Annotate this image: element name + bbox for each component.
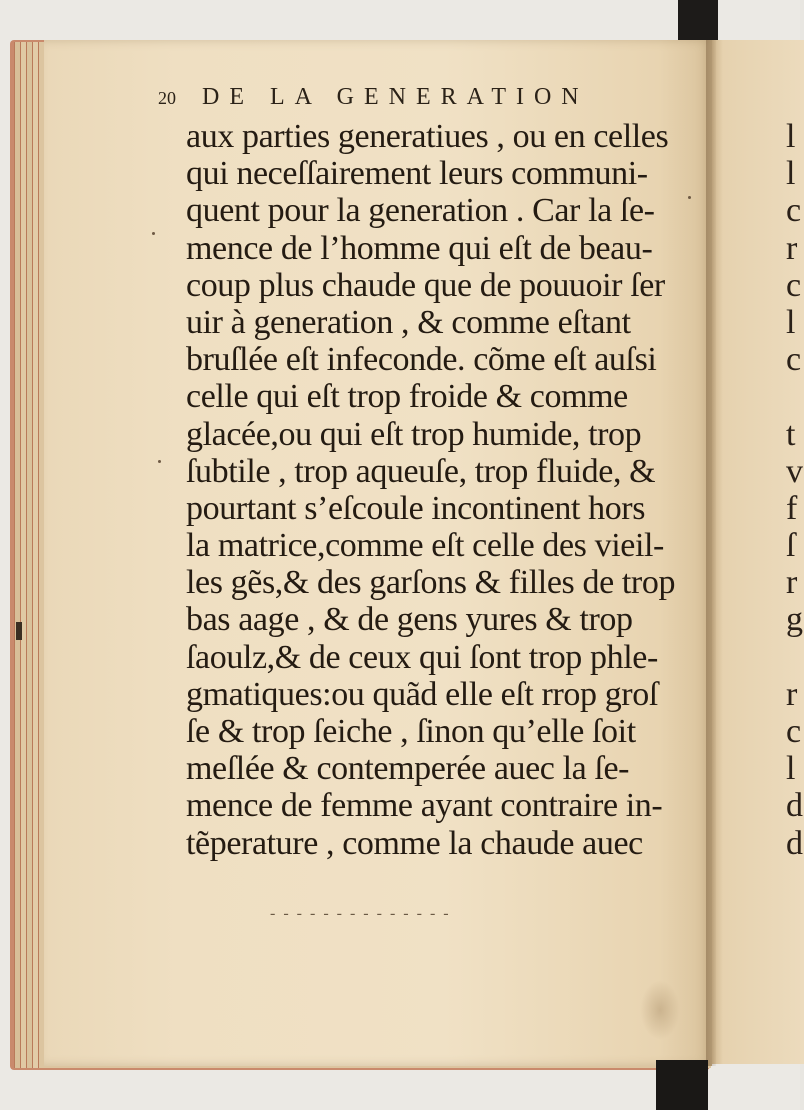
- facing-page-glyph: d: [786, 824, 803, 862]
- ink-speck: [158, 460, 161, 463]
- facing-page-glyph: ſ: [786, 527, 796, 565]
- text-line: uir à generation , & comme eſtant: [186, 303, 631, 341]
- facing-page-glyph: l: [786, 155, 796, 193]
- text-line: pourtant s’eſcoule incontinent hors: [186, 489, 646, 527]
- text-line: glacée,ou qui eſt trop humide, trop: [186, 415, 642, 453]
- ink-speck: [688, 196, 691, 199]
- facing-page-glyph: c: [786, 266, 802, 304]
- text-line: bruſlée eſt infeconde. cõme eſt auſsi: [186, 341, 657, 379]
- text-line: quent pour la generation . Car la ſe-: [186, 192, 655, 230]
- facing-page-glyph: d: [786, 787, 803, 825]
- folio-number: 20: [158, 88, 176, 108]
- spine-top: [678, 0, 718, 40]
- facing-page-glyph: c: [786, 192, 802, 230]
- gutter-shadow: [706, 40, 716, 1066]
- facing-page-glyph: r: [786, 564, 798, 602]
- running-head: [158, 84, 589, 111]
- facing-page-glyph: [786, 378, 803, 415]
- paper-stain: [640, 980, 680, 1040]
- body-text: [186, 118, 676, 862]
- facing-page-glyph: [786, 639, 803, 676]
- text-line: la matrice,comme eſt celle des vieil-: [186, 527, 664, 565]
- facing-page-text: [786, 118, 803, 862]
- spine-bottom: [656, 1060, 708, 1110]
- text-line: ſe & trop ſeiche , ſinon qu’elle ſoit: [186, 713, 636, 750]
- running-head-title: DE LA GENERATION: [202, 84, 589, 110]
- bottom-dash-marks: - - - - - - - - - - - - - -: [270, 905, 451, 922]
- facing-page-glyph: l: [786, 118, 796, 155]
- text-line: coup plus chaude que de pouuoir ſer: [186, 266, 665, 304]
- text-line: tẽperature , comme la chaude auec: [186, 824, 643, 862]
- text-line: aux parties generatiues , ou en celles: [186, 118, 669, 155]
- facing-page-glyph: c: [786, 341, 802, 379]
- text-line: meſlée & contemperée auec la ſe-: [186, 750, 630, 788]
- facing-page-glyph: g: [786, 601, 803, 639]
- text-line: gmatiques:ou quãd elle eſt rrop groſ: [186, 675, 658, 713]
- text-line: celle qui eſt trop froide & comme: [186, 378, 628, 416]
- text-line: ſubtile , trop aqueuſe, trop fluide, &: [186, 452, 656, 490]
- text-line: les gẽs,& des garſons & filles de trop: [186, 564, 676, 602]
- facing-page-glyph: l: [786, 750, 796, 788]
- ink-speck: [152, 232, 155, 235]
- facing-page-glyph: r: [786, 229, 798, 267]
- facing-page-glyph: r: [786, 675, 798, 713]
- facing-page-glyph: f: [786, 489, 798, 527]
- margin-tick: [16, 622, 22, 640]
- text-line: qui neceſſairement leurs communi-: [186, 155, 648, 193]
- text-line: mence de femme ayant contraire in-: [186, 787, 663, 825]
- facing-page-glyph: v: [786, 452, 803, 490]
- facing-page-glyph: c: [786, 713, 802, 750]
- facing-page-glyph: l: [786, 303, 796, 341]
- text-line: bas aage , & de gens yures & trop: [186, 601, 633, 639]
- facing-page-glyph: t: [786, 415, 796, 453]
- text-line: mence de l’homme qui eſt de beau-: [186, 229, 653, 267]
- text-line: ſaoulz,& de ceux qui ſont trop phle-: [186, 638, 658, 676]
